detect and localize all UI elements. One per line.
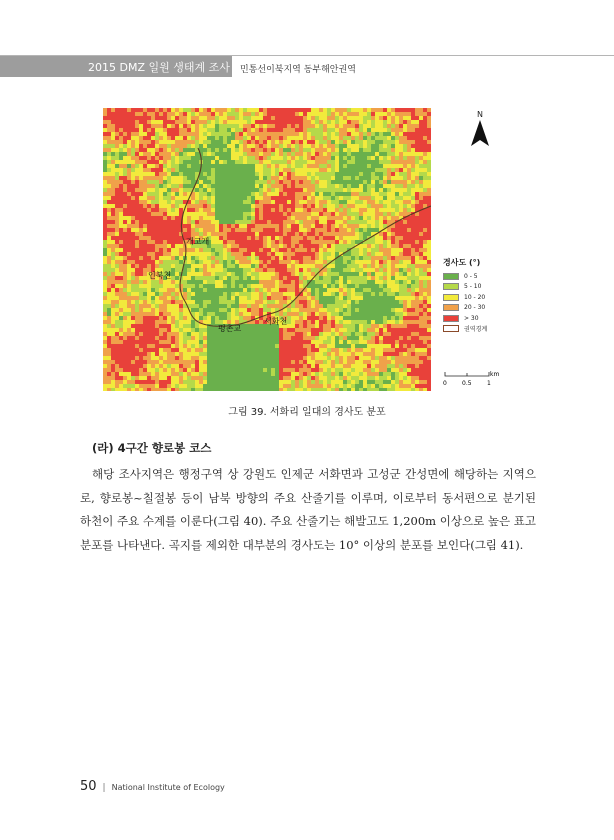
north-arrow-icon [468,110,492,150]
scale-tick-1: 0.5 [462,380,472,387]
scale-tick-0: 0 [443,380,447,387]
footer-organization: National Institute of Ecology [111,783,225,792]
section-heading: (라) 4구간 향로봉 코스 [92,441,212,455]
scale-unit: km [490,371,500,378]
legend-boundary-label: 권역경계 [464,326,488,334]
legend-row [443,282,487,293]
page-footer [80,779,225,794]
legend-swatch [443,283,459,290]
slope-map [103,108,431,391]
map-legend [443,257,487,334]
legend-label: > 30 [464,314,479,322]
legend-row [443,271,487,282]
figure-caption: 그림 39. 서화리 일대의 경사도 분포 [228,407,386,418]
slope-raster [103,108,431,391]
legend-row [443,303,487,314]
scale-tick-2: 1 [487,380,491,387]
legend-label: 5 - 10 [464,283,482,291]
label-inbukcheon: 인북천 [148,271,172,280]
footer-separator: | [102,783,106,793]
legend-swatch [443,315,459,322]
legend-swatch [443,304,459,311]
report-series-title: 2015 DMZ 일원 생태계 조사 [88,61,230,74]
legend-title: 경사도 (°) [443,258,481,267]
scale-bar [443,369,503,389]
paragraph-text: 해당 조사지역은 행정구역 상 강원도 인제군 서화면과 고성군 간성면에 해당하는 지역으로, 향로봉~칠절봉 등이 남북 방향의 주요 산줄기를 이루며, 이로부터 동서편으로 분기된 하천이 주요 수계를 이룬다(그림 40). 주요 산줄기는 해발고도 1,200m 이상으로 높은 표고분포를 나타낸다. 곡지를 제외한 대부분의 경사도는 10° 이상의 분포를 보인다(그림 41). [80,467,536,552]
legend-swatch [443,273,459,280]
label-pyeongchongyo: 평촌교 [218,324,242,333]
legend-row-boundary [443,324,487,335]
chapter-subtitle: 민통선이북지역 동부해안권역 [240,65,356,75]
legend-swatch [443,294,459,301]
legend-row [443,313,487,324]
legend-row [443,292,487,303]
label-gaegogae: 개고개 [186,237,210,246]
legend-label: 10 - 20 [464,293,486,301]
page-number: 50 [80,779,97,794]
legend-label: 20 - 30 [464,304,486,312]
legend-label: 0 - 5 [464,272,478,280]
north-label: N [477,110,483,119]
label-seohwacheon: 서화천 [264,317,288,326]
boundary-swatch [443,325,459,332]
body-paragraph [80,463,536,557]
